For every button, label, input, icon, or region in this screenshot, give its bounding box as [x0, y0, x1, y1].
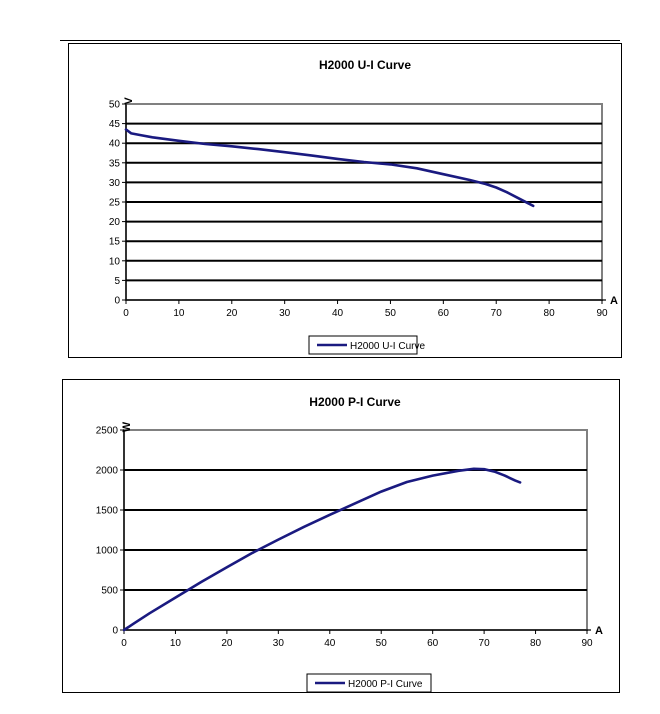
x-tick-label: 10: [169, 638, 182, 649]
x-tick-label: 80: [543, 308, 555, 319]
x-tick-label: 0: [121, 638, 127, 649]
x-tick-label: 10: [173, 308, 185, 319]
x-tick-label: 70: [478, 638, 490, 649]
y-tick-label: 15: [108, 236, 120, 248]
pi-chart: [63, 380, 619, 692]
x-tick-label: 90: [596, 308, 608, 319]
x-tick-label: 70: [490, 308, 502, 319]
legend-label: H2000 U-I Curve: [350, 341, 426, 352]
y-axis-label: W: [121, 421, 133, 433]
y-tick-label: 1000: [95, 545, 118, 557]
y-tick-label: 5: [114, 275, 120, 287]
x-axis-label: A: [610, 295, 618, 307]
x-tick-label: 40: [324, 638, 336, 649]
y-tick-label: 2000: [95, 465, 118, 477]
x-tick-label: 50: [384, 308, 397, 319]
chart-title: H2000 P-I Curve: [309, 395, 401, 409]
y-tick-label: 10: [108, 256, 120, 268]
x-tick-label: 30: [279, 308, 291, 319]
y-tick-label: 30: [108, 177, 120, 189]
y-tick-label: 0: [114, 295, 120, 307]
y-tick-label: 500: [101, 585, 118, 597]
y-axis-label: V: [123, 97, 135, 105]
y-tick-label: 40: [108, 138, 120, 150]
y-tick-label: 45: [108, 119, 120, 131]
x-tick-label: 30: [272, 638, 284, 649]
x-tick-label: 0: [123, 308, 129, 319]
x-axis-label: A: [595, 625, 603, 637]
y-tick-label: 35: [108, 158, 120, 170]
x-tick-label: 60: [427, 638, 439, 649]
x-tick-label: 40: [331, 308, 344, 319]
legend-label: H2000 P-I Curve: [348, 679, 423, 690]
x-tick-label: 90: [581, 638, 593, 649]
y-tick-label: 50: [108, 99, 120, 111]
y-tick-label: 25: [108, 197, 120, 209]
x-tick-label: 20: [221, 638, 233, 649]
x-tick-label: 50: [375, 638, 387, 649]
ui-chart: [69, 44, 621, 357]
x-tick-label: 60: [437, 308, 449, 319]
x-tick-label: 20: [226, 308, 238, 319]
ui-chart-frame: [68, 43, 622, 358]
y-tick-label: 2500: [95, 425, 118, 437]
x-tick-label: 80: [529, 638, 542, 649]
chart-title: H2000 U-I Curve: [318, 58, 412, 72]
y-tick-label: 0: [112, 625, 118, 637]
plot-area: [124, 430, 587, 630]
y-tick-label: 20: [108, 217, 120, 229]
pi-chart-frame: [62, 379, 620, 693]
document-top-rule: [60, 40, 620, 41]
y-tick-label: 1500: [95, 505, 118, 517]
